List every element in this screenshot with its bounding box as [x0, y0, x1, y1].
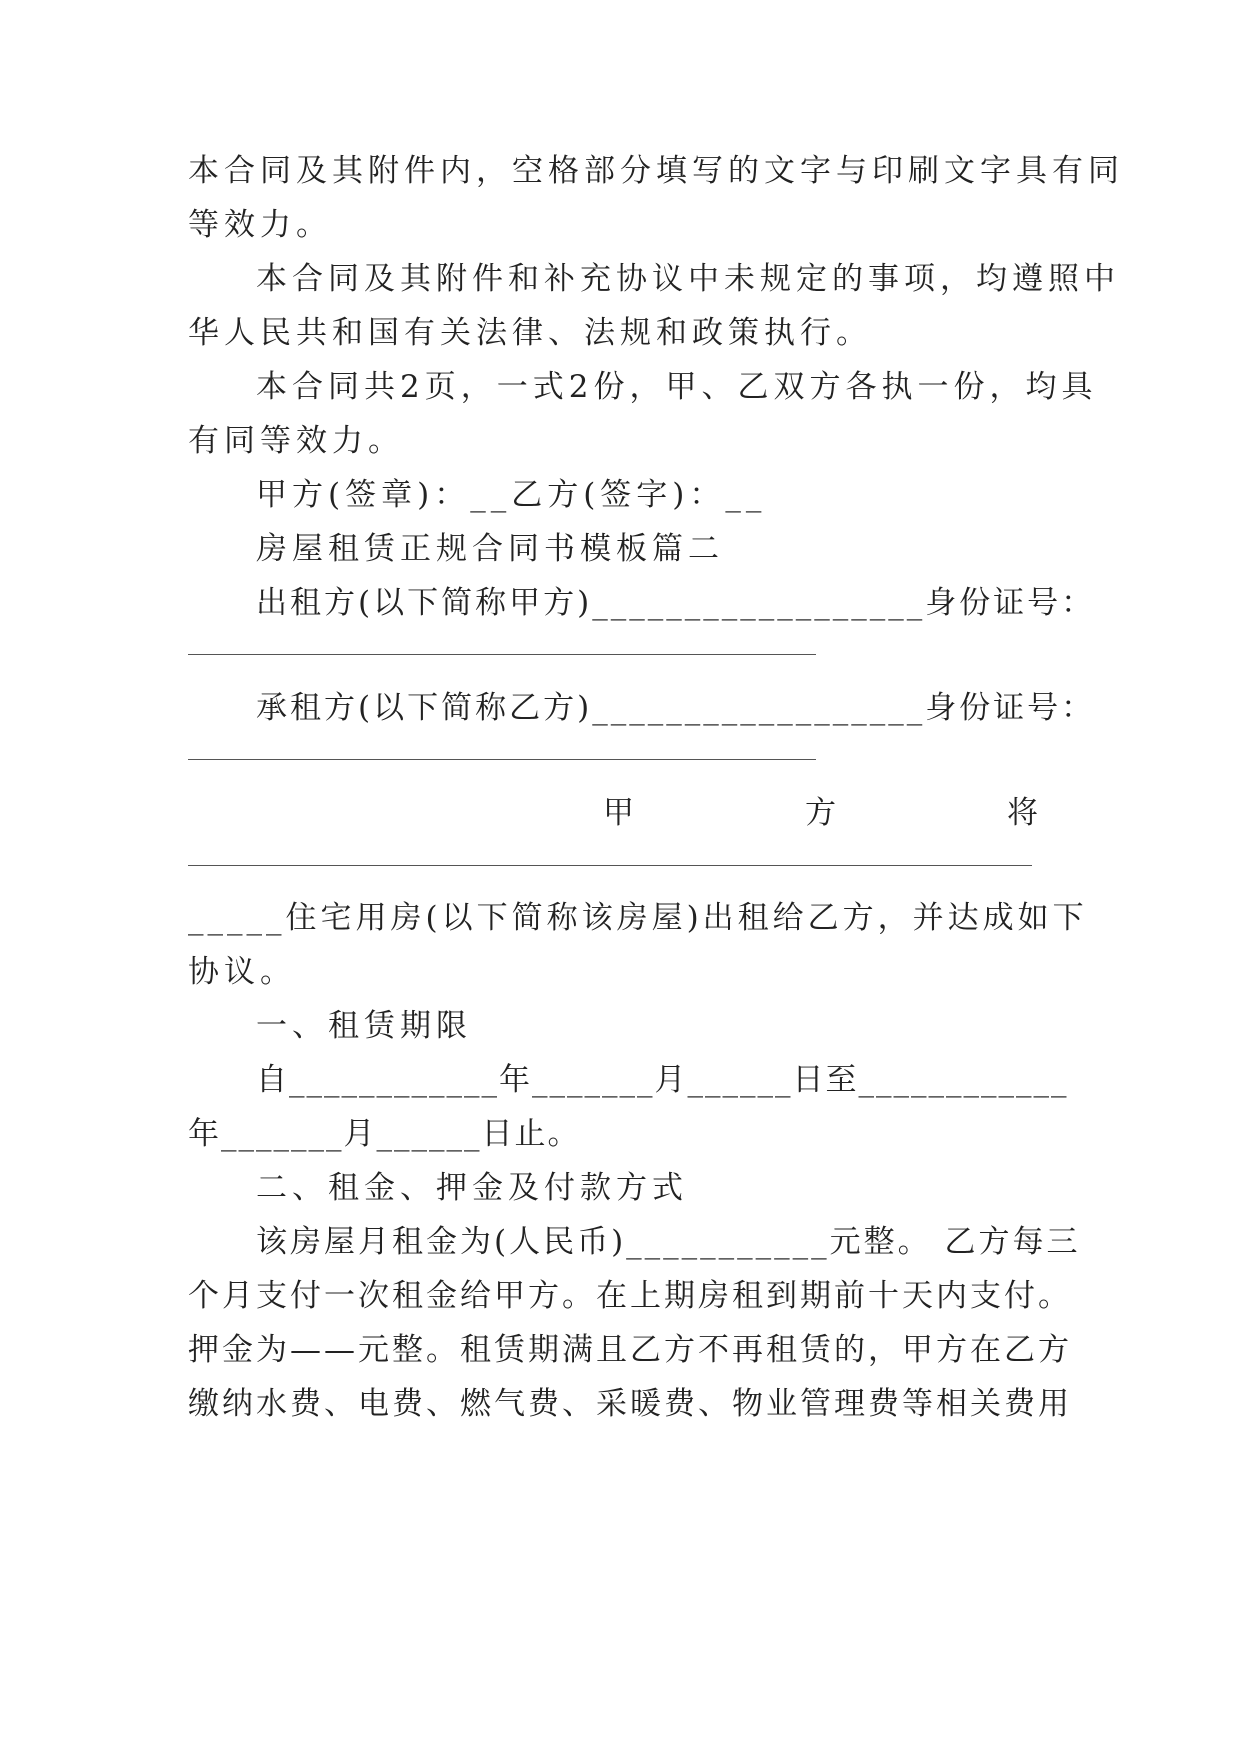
paragraph-line: 协议。 — [188, 954, 296, 990]
paragraph-line: 本合同及其附件和补充协议中未规定的事项，均遵照中 — [256, 261, 1120, 297]
paragraph-line: _____住宅用房(以下简称该房屋)出租给乙方，并达成如下 — [188, 900, 1088, 936]
lessor-line: 出租方(以下简称甲方)__________________身份证号： — [256, 585, 1096, 621]
paragraph-line: 本合同共2页，一式2份，甲、乙双方各执一份，均具 — [256, 369, 1098, 405]
lessee-line: 承租方(以下简称乙方)__________________身份证号： — [256, 690, 1096, 726]
paragraph-line: 缴纳水费、电费、燃气费、采暖费、物业管理费等相关费用 — [188, 1386, 1072, 1422]
paragraph-line: 该房屋月租金为(人民币)___________元整。 乙方每三 — [256, 1224, 1081, 1260]
signature-line: 甲方(签章)：__乙方(签字)：__ — [256, 477, 767, 513]
spread-word: 甲 — [603, 795, 639, 831]
lease-period-line: 年_______月______日止。 — [188, 1116, 581, 1152]
spread-word: 将 — [1007, 795, 1043, 831]
paragraph-line: 等效力。 — [188, 207, 332, 243]
blank-rule — [188, 759, 816, 760]
blank-rule — [188, 865, 1032, 866]
paragraph-line: 有同等效力。 — [188, 423, 404, 459]
lease-period-line: 自____________年_______月______日至____________ — [256, 1062, 1069, 1098]
spread-word: 方 — [805, 795, 841, 831]
paragraph-line: 本合同及其附件内，空格部分填写的文字与印刷文字具有同 — [188, 153, 1124, 189]
paragraph-line: 华人民共和国有关法律、法规和政策执行。 — [188, 315, 872, 351]
section-heading: 二、租金、押金及付款方式 — [256, 1170, 688, 1206]
section-heading: 一、租赁期限 — [256, 1008, 472, 1044]
paragraph-line: 押金为——元整。租赁期满且乙方不再租赁的，甲方在乙方 — [188, 1332, 1072, 1368]
spread-text-line — [603, 793, 1043, 833]
blank-rule — [188, 654, 816, 655]
paragraph-line: 个月支付一次租金给甲方。在上期房租到期前十天内支付。 — [188, 1278, 1072, 1314]
section-heading: 房屋租赁正规合同书模板篇二 — [256, 531, 724, 567]
